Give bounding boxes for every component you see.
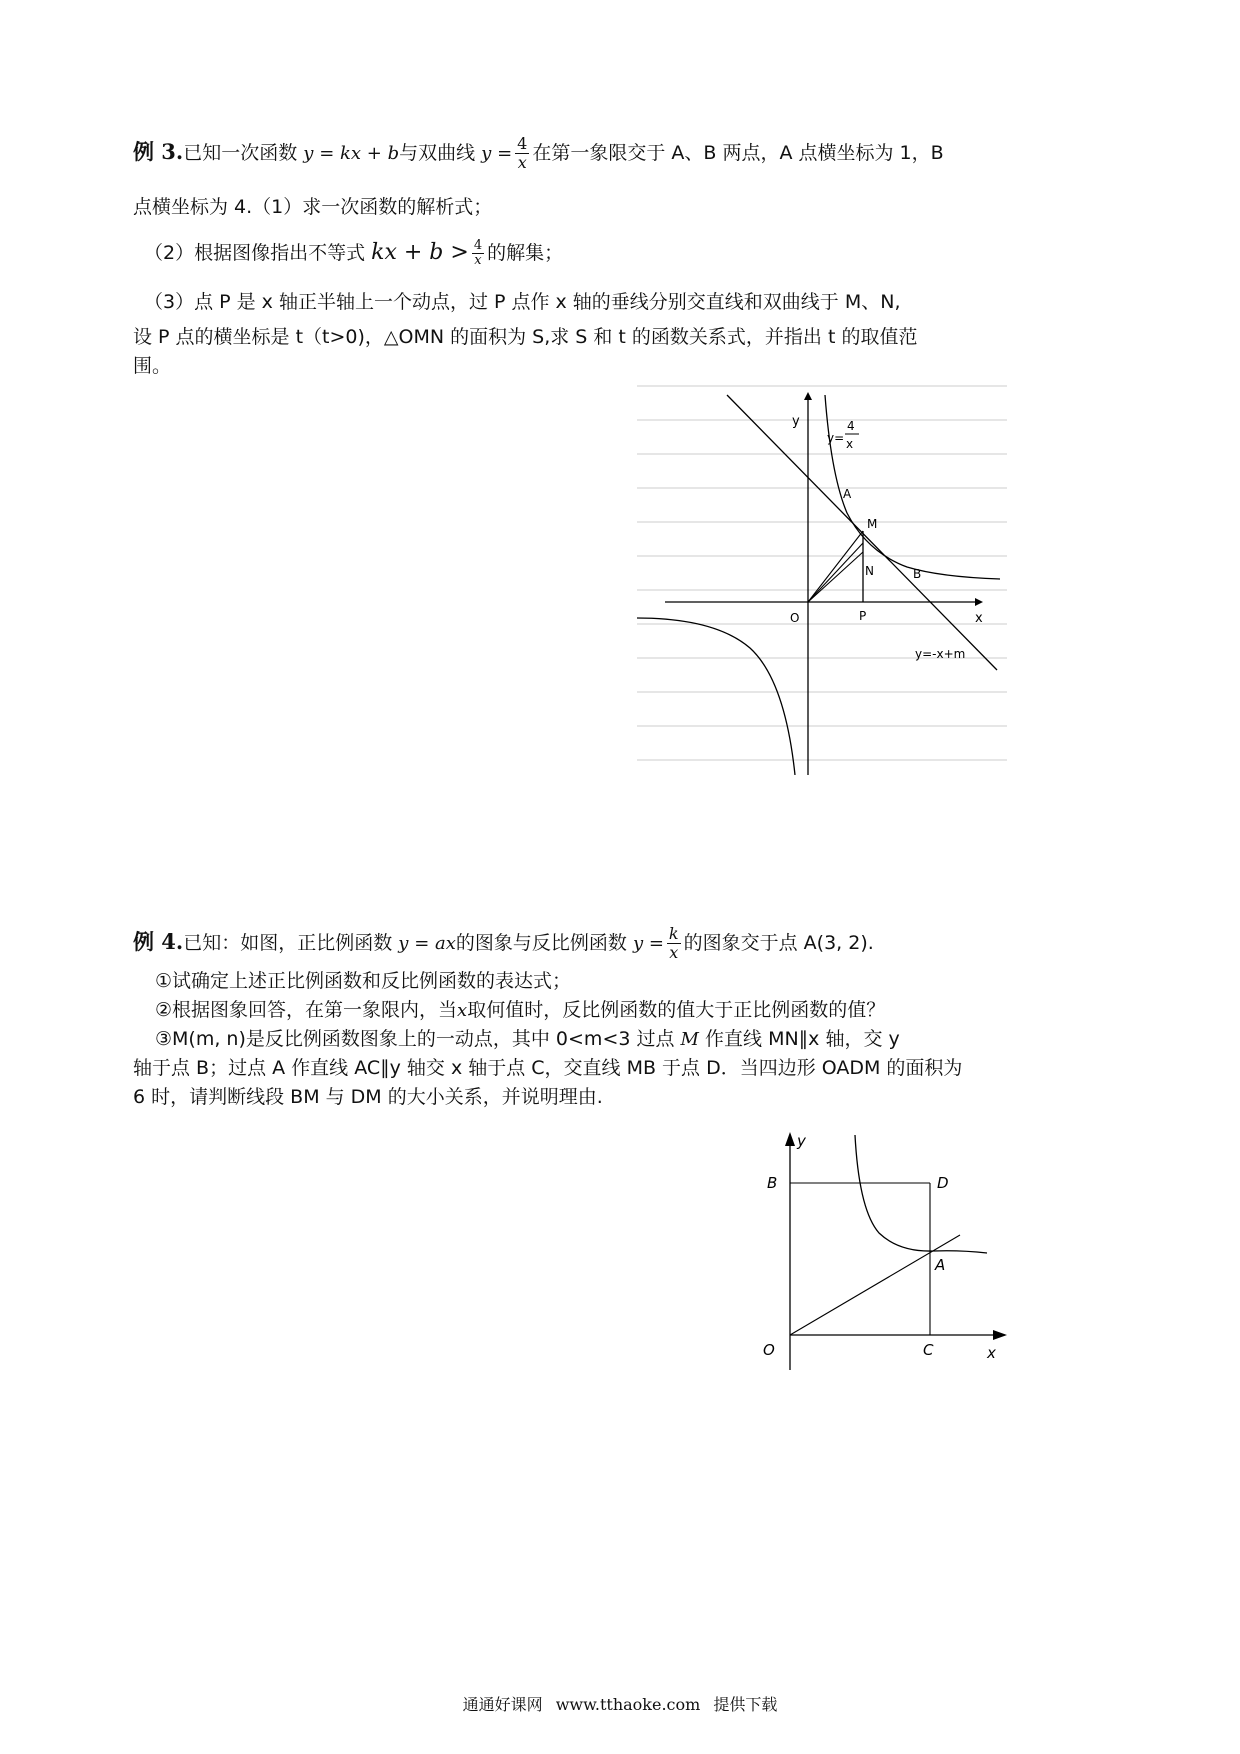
ex4-text-a: 已知：如图，正比例函数 bbox=[183, 932, 393, 954]
ex4-y-arrow-icon bbox=[785, 1132, 795, 1146]
ex3-line-1 bbox=[133, 135, 1013, 172]
ex4-point-c: C bbox=[923, 1341, 934, 1359]
ex3-text-b: 与双曲线 bbox=[399, 142, 476, 164]
ex4-line-5: 轴于点 B；过点 A 作直线 AC∥y 轴交 x 轴于点 C，交直线 MB 于点 D．当四边形 OADM 的面积为 bbox=[133, 1057, 963, 1079]
ex3-point-n: N bbox=[865, 564, 874, 578]
ex4-q3-text-a: ③M(m, n)是反比例函数图象上的一动点，其中 0<m<3 过点 bbox=[155, 1028, 675, 1050]
ex4-inverse-y: y = bbox=[632, 933, 664, 954]
ex3-hyperbola-y: y = bbox=[481, 143, 513, 164]
ex3-text-a: 已知一次函数 bbox=[183, 142, 298, 164]
ex4-x-axis-label: x bbox=[987, 1344, 996, 1362]
ex4-label: 例 4. bbox=[133, 929, 184, 954]
ex3-line-3 bbox=[144, 239, 1024, 268]
ex4-proportional-line bbox=[790, 1235, 960, 1335]
ex4-y-axis-label: y bbox=[797, 1132, 806, 1150]
footer-note: 提供下载 bbox=[713, 1695, 778, 1714]
ex4-inverse-fraction bbox=[667, 925, 681, 962]
ex3-line-label: y=-x+m bbox=[915, 647, 966, 661]
ex4-q2-text-b: 取何值时，反比例函数的值大于正比例函数的值？ bbox=[467, 999, 886, 1021]
ex3-label: 例 3. bbox=[133, 139, 184, 164]
ex3-hyperbola-fraction bbox=[515, 135, 529, 172]
ex3-line-6: 围。 bbox=[133, 355, 172, 377]
ex4-line-2: ①试确定上述正比例函数和反比例函数的表达式； bbox=[155, 970, 572, 992]
ex3-frac-den: x bbox=[517, 153, 527, 172]
ex4-q3-text-b: 作直线 MN∥x 轴，交 y bbox=[705, 1028, 900, 1050]
ex4-point-d: D bbox=[937, 1174, 949, 1192]
ex4-frac-num: k bbox=[668, 924, 679, 943]
ex4-point-a: A bbox=[935, 1256, 946, 1274]
ex4-q3-var-m: M bbox=[680, 1029, 699, 1050]
ex3-segment-o-mid bbox=[808, 543, 863, 602]
ex4-line-1 bbox=[133, 925, 1013, 962]
ex3-point-m: M bbox=[867, 517, 878, 531]
ex3-q2-text-b: 的解集； bbox=[487, 242, 564, 264]
ex3-segment-om bbox=[808, 531, 863, 602]
ex3-point-b: B bbox=[913, 567, 922, 581]
ex4-inverse-curve bbox=[855, 1135, 987, 1253]
ex3-inequality: kx + b > bbox=[371, 240, 469, 265]
ex3-hyperbola-label: y= bbox=[827, 431, 845, 445]
ex3-text-c: 在第一象限交于 A、B 两点，A 点横坐标为 1，B bbox=[532, 142, 944, 164]
ex3-line-2: 点横坐标为 4.（1）求一次函数的解析式； bbox=[133, 196, 493, 218]
ex4-line-4 bbox=[155, 1026, 1035, 1053]
ex4-text-c: 的图象交于点 A(3, 2). bbox=[683, 932, 874, 954]
footer-site-name: 通通好课网 bbox=[462, 1695, 543, 1714]
ex3-point-a: A bbox=[843, 487, 852, 501]
ex4-origin-label: O bbox=[763, 1341, 775, 1359]
ex3-inequality-fraction bbox=[472, 239, 484, 268]
ex3-x-arrow-icon bbox=[975, 598, 983, 606]
ex4-linear-formula: y = ax bbox=[398, 933, 456, 954]
ex4-line-6: 6 时，请判断线段 BM 与 DM 的大小关系，并说明理由. bbox=[133, 1086, 603, 1108]
ex3-hyperbola-label-num: 4 bbox=[847, 419, 855, 433]
ex3-hyperbola-q3 bbox=[637, 618, 795, 775]
ex3-frac-num: 4 bbox=[517, 134, 528, 153]
ex3-x-axis-label: x bbox=[975, 611, 983, 626]
ex3-linear-formula: y = kx + b bbox=[303, 143, 400, 164]
ex3-line-4: （3）点 P 是 x 轴正半轴上一个动点，过 P 点作 x 轴的垂线分别交直线和双曲线于 M、N, bbox=[144, 291, 901, 313]
footer-url: www.tthaoke.com bbox=[555, 1695, 701, 1714]
ex3-figure-gridlines bbox=[637, 386, 1007, 760]
ex3-point-p: P bbox=[859, 609, 867, 623]
ex3-segment-on bbox=[808, 552, 863, 602]
ex4-line-3 bbox=[155, 997, 1035, 1024]
ex4-frac-den: x bbox=[669, 943, 679, 962]
ex4-text-b: 的图象与反比例函数 bbox=[455, 932, 627, 954]
ex3-line-5: 设 P 点的横坐标是 t（t>0)，△OMN 的面积为 S,求 S 和 t 的函数关系式，并指出 t 的取值范 bbox=[133, 326, 918, 348]
ex3-ineq-num: 4 bbox=[473, 238, 483, 253]
ex4-q2-text-a: ②根据图象回答，在第一象限内，当 bbox=[155, 999, 458, 1021]
ex3-hyperbola-label-den: x bbox=[846, 437, 854, 451]
ex3-y-axis-label: y bbox=[792, 414, 800, 429]
ex3-ineq-den: x bbox=[474, 253, 482, 268]
ex3-q2-text-a: （2）根据图像指出不等式 bbox=[144, 242, 366, 264]
ex3-y-arrow-icon bbox=[804, 392, 812, 400]
ex4-point-b: B bbox=[767, 1174, 778, 1192]
page-footer bbox=[0, 1692, 1240, 1715]
ex3-origin-label: O bbox=[790, 611, 800, 625]
ex3-figure bbox=[635, 380, 1015, 775]
ex4-q2-var-x: x bbox=[457, 1000, 468, 1021]
ex4-x-arrow-icon bbox=[993, 1330, 1007, 1340]
ex4-figure bbox=[755, 1120, 1015, 1375]
